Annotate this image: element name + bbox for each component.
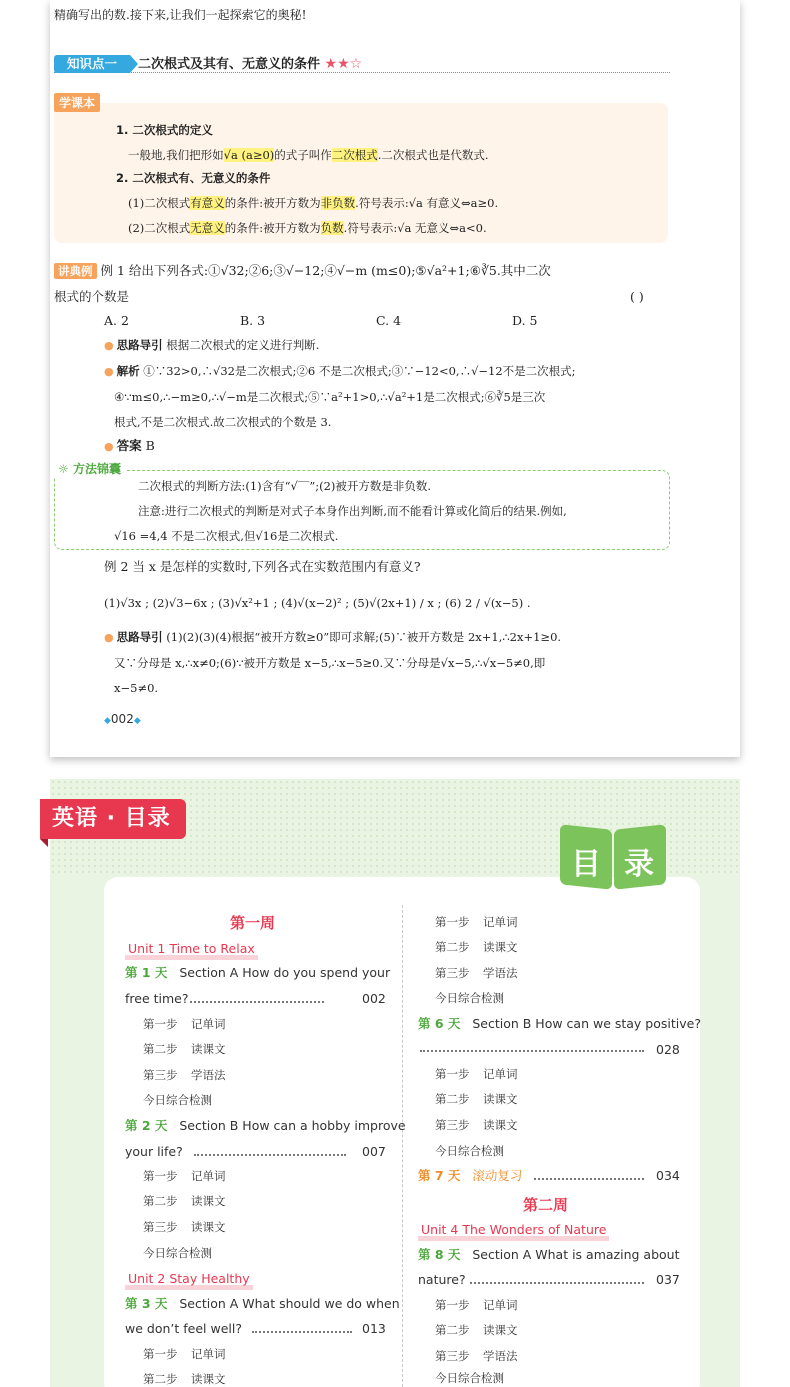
day-2-label: 第 2 天 [125,1118,168,1133]
step-text: 读课文 [191,1194,226,1208]
step-text: 读课文 [483,1092,518,1106]
step-number: 第三步 [435,1349,470,1363]
toc-entry-day-1[interactable] [125,965,390,981]
step-number: 第三步 [435,1118,470,1132]
step-number: 第一步 [435,1298,470,1312]
step-item[interactable] [435,1297,518,1313]
def-text-b: 的式子叫作 [274,148,332,162]
step-text: 记单词 [483,1067,518,1081]
option-b: B. 3 [240,313,266,328]
header-dotted-line [54,72,670,73]
toc-entry-day-3[interactable] [125,1296,400,1312]
step-text: 学语法 [483,1349,518,1363]
example-1-line1 [54,262,674,280]
step-item[interactable] [143,1346,226,1362]
ex1-line1-text: 例 1 给出下列各式:①√32;②6;③√−12;④√−m (m≤0);⑤√a²+1;⑥∛5.其中二次 [100,263,551,278]
step-text: 读课文 [483,940,518,954]
day-1-page: 002 [362,991,386,1006]
day-3-title-b: we don’t feel well? [125,1321,242,1336]
example-tag: 讲典例 [54,263,97,279]
daily-check[interactable]: 今日综合检测 [435,991,504,1005]
step-text: 记单词 [191,1169,226,1183]
step-number: 第一步 [143,1017,178,1031]
step-text: 读课文 [191,1220,226,1234]
cond1-term: 有意义 [190,196,225,210]
step-text: 记单词 [483,1298,518,1312]
condition-2 [128,219,748,237]
toc-banner: 英语 · 目录 [40,799,186,839]
method-line2: 注意:进行二次根式的判断是对式子本身作出判断,而不能看计算或化简后的结果.例如, [138,504,567,518]
bullet-icon: ● [104,440,114,453]
day-6-title: Section B How can we stay positive? [472,1016,701,1031]
solution-line3: 根式,不是二次根式.故二次根式的个数是 3. [114,415,332,429]
knowledge-point-header [54,55,670,73]
guide1-text: 根据二次根式的定义进行判断. [166,338,320,352]
step-number: 第二步 [435,940,470,954]
step-item[interactable] [435,1322,518,1338]
step-text: 读课文 [483,1323,518,1337]
leader-dots [252,1331,352,1333]
step-item[interactable] [435,914,518,930]
week-2-title: 第二周 [523,1196,569,1214]
step-item[interactable] [435,1117,518,1133]
day-3-title-a: Section A What should we do when [179,1296,400,1311]
day-7-label: 第 7 天 [418,1168,461,1183]
method-tag [54,460,125,477]
option-a: A. 2 [104,313,129,328]
def-text-a: 一般地,我们把形如 [128,148,224,162]
method-tag-text: 方法锦囊 [72,462,121,476]
step-number: 第三步 [143,1220,178,1234]
knowledge-tag: 知识点一 [54,55,130,73]
unit-4-title[interactable]: Unit 4 The Wonders of Nature [418,1223,609,1241]
def-term: 二次根式 [331,148,378,162]
daily-check[interactable]: 今日综合检测 [143,1246,212,1260]
day-3-label: 第 3 天 [125,1296,168,1311]
step-item[interactable] [143,1371,226,1387]
page-number-text: 002 [110,712,134,726]
toc-entry-day-8[interactable] [418,1247,679,1263]
step-number: 第二步 [143,1042,178,1056]
step-number: 第三步 [435,966,470,980]
day-8-label: 第 8 天 [418,1247,461,1262]
bullet-icon: ● [104,365,114,378]
day-2-title-a: Section B How can a hobby improve [179,1118,406,1133]
condition-heading: 2. 二次根式有、无意义的条件 [116,171,271,185]
step-item[interactable] [435,1348,518,1364]
guide-2-line1 [104,628,724,647]
page-number [104,712,141,726]
solution-label: 解析 [116,364,140,378]
day-1-title-a: Section A How do you spend your [179,965,391,980]
step-item[interactable] [435,939,518,955]
knowledge-title-text: 二次根式及其有、无意义的条件 [138,57,321,72]
step-item[interactable] [143,1193,226,1209]
toc-entry-day-6[interactable] [418,1016,701,1032]
day-3-page: 013 [362,1321,386,1336]
guide1-label: 思路导引 [116,338,163,352]
step-item[interactable] [143,1219,226,1235]
book-right-char: 录 [624,847,654,882]
step-number: 第一步 [143,1169,178,1183]
definition-heading: 1. 二次根式的定义 [116,123,213,137]
leader-dots [420,1050,644,1052]
day-2-title-b: your life? [125,1144,183,1159]
method-line3: √16 =4,4 不是二次根式,但√16是二次根式. [114,529,339,543]
option-c: C. 4 [376,313,402,328]
step-number: 第一步 [435,915,470,929]
step-item[interactable] [435,1091,518,1107]
day-7-page: 034 [656,1168,680,1183]
step-number: 第二步 [435,1092,470,1106]
answer-label: 答案 [116,438,142,453]
cond1-b: 的条件:被开方数为 [224,196,321,210]
step-number: 第三步 [143,1068,178,1082]
solution-line1 [104,362,724,381]
day-2-page: 007 [362,1144,386,1159]
def-formula: √a (a≥0) [223,148,275,162]
cond2-term2: 负数 [320,221,344,235]
definition-text [128,146,748,164]
step-number: 第二步 [143,1372,178,1386]
step-number: 第一步 [143,1347,178,1361]
answer-paren: ( ) [630,289,644,304]
step-item[interactable] [435,965,518,981]
step-text: 记单词 [191,1017,226,1031]
cond2-term: 无意义 [190,221,225,235]
step-number: 第一步 [435,1067,470,1081]
example-2-line2: (1)√3x ; (2)√3−6x ; (3)√x²+1 ; (4)√(x−2)² ; (5)√(2x+1) / x ; (6) 2 / √(x−5) . [104,596,531,610]
guide-2-line2: 又∵分母是 x,∴x≠0;(6)∵被开方数是 x−5,∴x−5≥0.又∵分母是√x−5,∴√x−5≠0,即 [114,656,546,670]
guide-1 [104,336,724,355]
column-divider [402,905,403,1387]
day-6-page: 028 [656,1042,680,1057]
intro-line: 精确写出的数.接下来,让我们一起探索它的奥秘! [54,8,307,22]
option-d: D. 5 [512,313,538,328]
step-text: 学语法 [191,1068,226,1082]
learn-tag: 学课本 [54,93,100,112]
bullet-icon: ● [104,339,114,352]
daily-check[interactable]: 今日综合检测 [143,1093,212,1107]
toc-entry-day-2[interactable] [125,1118,406,1134]
step-text: 读课文 [191,1042,226,1056]
example-2-line1: 例 2 当 x 是怎样的实数时,下列各式在实数范围内有意义? [104,559,421,574]
guide2-label: 思路导引 [116,630,163,644]
step-item[interactable] [143,1016,226,1032]
day-8-title-b: nature? [418,1272,466,1287]
daily-check[interactable]: 今日综合检测 [435,1371,504,1385]
book-left-char: 目 [571,847,601,882]
open-book-icon [556,823,670,893]
step-text: 学语法 [483,966,518,980]
day-8-title-a: Section A What is amazing about [472,1247,680,1262]
step-item[interactable] [143,1041,226,1057]
answer-line [104,437,724,456]
guide-2-line3: x−5≠0. [114,681,159,695]
day-6-label: 第 6 天 [418,1016,461,1031]
leader-dots [470,1282,644,1284]
sol-line1-text: ①∵32>0,∴√32是二次根式;②6 不是二次根式;③∵−12<0,∴√−12不是二次根式; [143,364,576,378]
step-item[interactable] [143,1168,226,1184]
toc-entry-day-7[interactable] [418,1168,522,1184]
step-item[interactable] [435,1066,518,1082]
step-text: 读课文 [483,1118,518,1132]
leader-dots [194,1154,346,1156]
daily-check[interactable]: 今日综合检测 [435,1144,504,1158]
answer-value: B [145,438,155,453]
step-text: 记单词 [191,1347,226,1361]
day-8-page: 037 [656,1272,680,1287]
diamond-icon: ◆ [133,716,141,726]
difficulty-stars: ★★☆ [324,56,363,72]
week-1-title: 第一周 [230,914,276,932]
example-1-line2: 根式的个数是 [54,289,130,304]
leader-dots [534,1178,644,1180]
lightbulb-icon: ☼ [58,462,69,476]
diamond-icon: ◆ [104,716,111,726]
cond2-a: (2)二次根式 [128,221,191,235]
day-1-label: 第 1 天 [125,965,168,980]
day-1-title-b: free time? [125,991,189,1006]
step-number: 第二步 [143,1194,178,1208]
step-text: 读课文 [191,1372,226,1386]
step-item[interactable] [143,1067,226,1083]
step-text: 记单词 [483,915,518,929]
day-7-title: 滚动复习 [472,1168,523,1183]
cond1-c: .符号表示:√a 有意义⇔a≥0. [355,196,499,210]
cond2-c: .符号表示:√a 无意义⇔a<0. [343,221,487,235]
cond1-a: (1)二次根式 [128,196,191,210]
cond2-b: 的条件:被开方数为 [224,221,321,235]
method-line1: 二次根式的判断方法:(1)含有“√‾‾”;(2)被开方数是非负数. [138,479,432,493]
def-text-c: .二次根式也是代数式. [377,148,489,162]
cond1-term2: 非负数 [320,196,356,210]
leader-dots [190,1001,324,1003]
step-number: 第二步 [435,1323,470,1337]
bullet-icon: ● [104,631,114,644]
guide2-line1-text: (1)(2)(3)(4)根据“被开方数≥0”即可求解;(5)∵被开方数是 2x+1,∴2x+1≥0. [166,630,562,644]
unit-1-title[interactable]: Unit 1 Time to Relax [125,942,258,960]
condition-1 [128,194,748,212]
unit-2-title[interactable]: Unit 2 Stay Healthy [125,1272,253,1290]
solution-line2: ④∵m≤0,∴−m≥0,∴√−m是二次根式;⑤∵a²+1>0,∴√a²+1是二次根式;⑥∛5是三次 [114,390,546,404]
